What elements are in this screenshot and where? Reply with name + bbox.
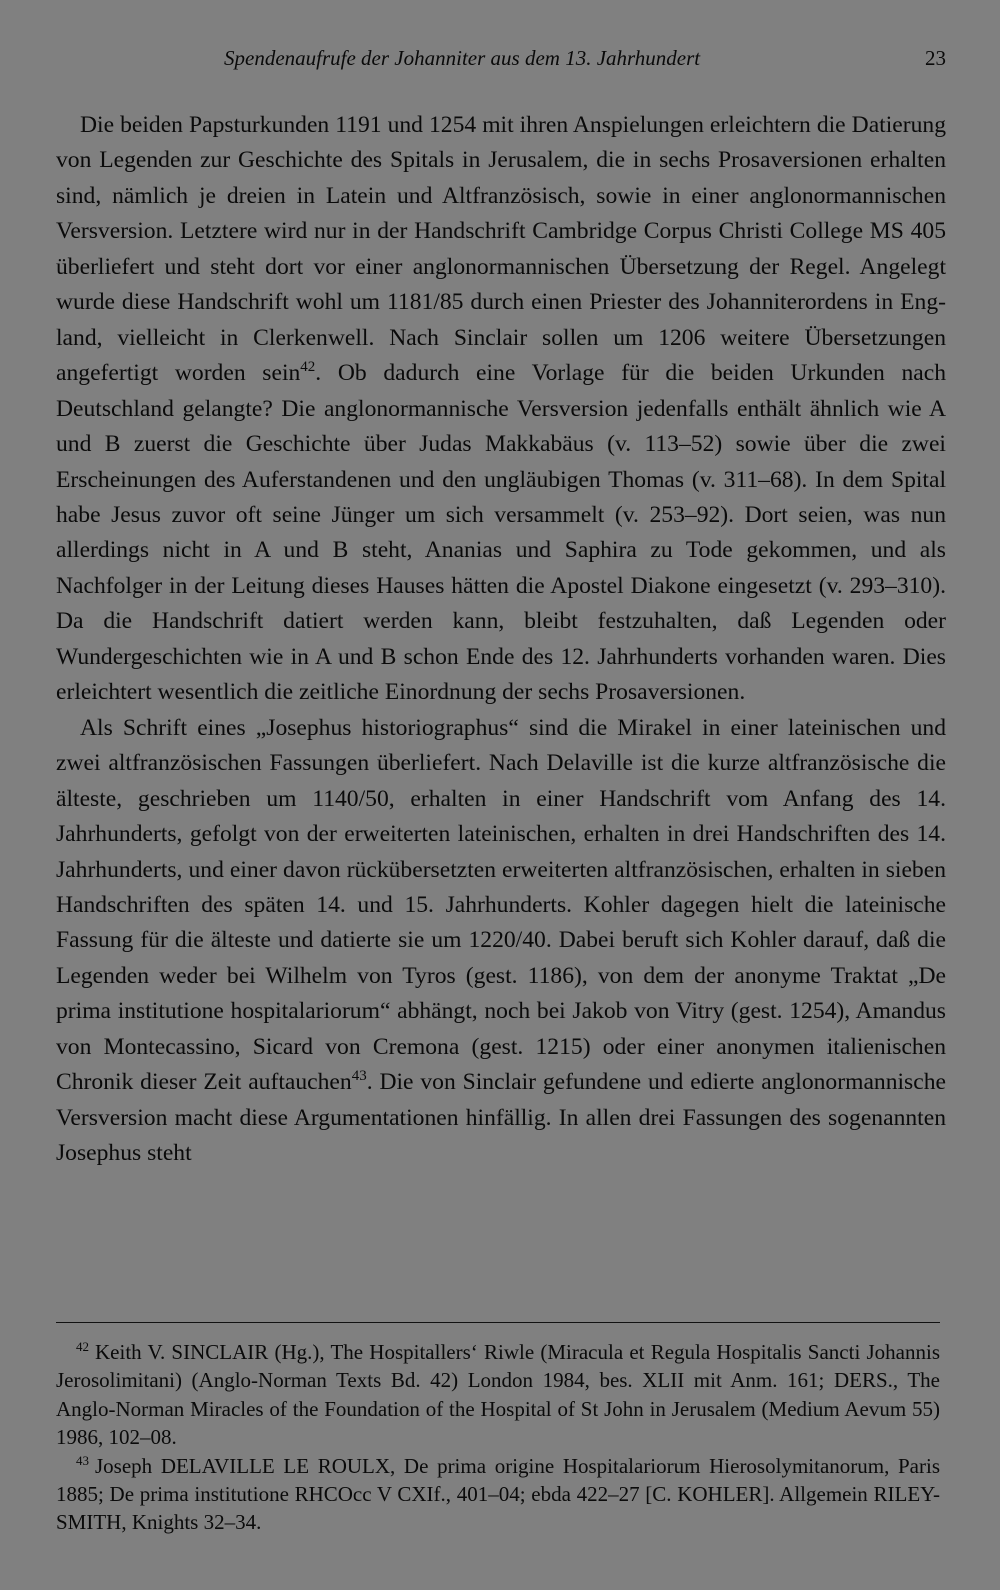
body-text bbox=[56, 108, 946, 1172]
footnote-separator bbox=[56, 1322, 940, 1323]
paragraph-2-text-a: Als Schrift eines „Josephus historiographus“ sind die Mirakel in einer lateinischen und zwei altfranzösischen Fassungen überliefert. Nach Delaville ist die kurze altfranzösische die älteste, geschrieben um 1140/50, erhalten in einer Handschrift vom Anfang des 14. Jahrhunderts, gefolgt von der erweiterten lateinischen, erhalten in drei Handschriften des 14. Jahrhunderts, und einer davon rückübersetzten erweiterten altfranzösischen, erhalten in sieben Handschriften des späten 14. und 15. Jahrhunderts. Kohler dagegen hielt die lateinische Fassung für die älteste und datierte sie um 1220/40. Dabei beruft sich Kohler darauf, daß die Legenden weder bei Wilhelm von Tyros (gest. 1186), von dem der anonyme Traktat „De prima institutione hospitalariorum“ abhängt, noch bei Jakob von Vitry (gest. 1254), Amandus von Montecassino, Sicard von Cremona (gest. 1215) oder einer anonymen italienischen Chronik dieser Zeit auftauchen bbox=[56, 714, 946, 1096]
footnote-43 bbox=[56, 1452, 940, 1537]
paragraph-2 bbox=[56, 711, 946, 1172]
footnote-number: 42 bbox=[76, 1339, 89, 1354]
footnote-42 bbox=[56, 1338, 940, 1452]
footnote-reference-42[interactable]: 42 bbox=[300, 359, 316, 376]
paragraph-1-text-a: Die beiden Papsturkunden 1191 und 1254 mit ihren Anspielungen erleichtern die Datierung von Legenden zur Geschichte des Spitals in Jerusalem, die in sechs Prosaversionen erhalten sind, nämlich je dreien in Latein und Altfranzösisch, sowie in einer anglonormannischen Versversion. Letztere wird nur in der Handschrift Cambridge Corpus Christi College MS 405 überliefert und steht dort vor einer anglonormannischen Übersetzung der Regel. Angelegt wurde diese Handschrift wohl um 1181/85 durch einen Priester des Johanniterordens in England, vielleicht in Clerkenwell. Nach Sinclair sollen um 1206 weitere Übersetzungen angefertigt worden sein bbox=[56, 112, 946, 387]
page-number: 23 bbox=[925, 46, 946, 70]
footnote-number: 43 bbox=[76, 1452, 89, 1468]
paragraph-1-text-b: . Ob dadurch eine Vorlage für die beiden Urkunden nach Deutschland gelangte? Die anglonormannische Versversion jedenfalls enthält ähnlich wie A und B zuerst die Geschichte über Judas Makkabäus (v. 113–52) sowie über die zwei Erscheinungen des Auferstandenen und den ungläubigen Thomas (v. 311–68). In dem Spital habe Jesus zuvor oft seine Jünger um sich versammelt (v. 253–92). Dort seien, was nun allerdings nicht in A und B steht, Ananias und Saphira zu Tode gekommen, und als Nachfolger in der Leitung dieses Hauses hätten die Apostel Diakone eingesetzt (v. 293–310). Da die Handschrift datiert werden kann, bleibt festzuhalten, daß Legenden oder Wundergeschichten wie in A und B schon Ende des 12. Jahrhunderts vorhanden waren. Dies erleichtert wesentlich die zeitliche Einordnung der sechs Prosaversionen. bbox=[56, 360, 946, 706]
paragraph-2-text-b: . Die von Sinclair gefundene und edierte anglonormannische Versversion macht diese Argumentationen hinfällig. In allen drei Fassungen des sogenannten Josephus steht bbox=[56, 1069, 946, 1167]
footnote-reference-43[interactable]: 43 bbox=[351, 1068, 367, 1085]
footnote-text: Keith V. SINCLAIR (Hg.), The Hospitallers‘ Riwle (Miracula et Regula Hospitalis Sancti Johannis Jerosolimitani) (Anglo-Norman Texts Bd. 42) London 1984, bes. XLII mit Anm. 161; DERS., The Anglo-Norman Miracles of the Foundation of the Hospital of St John in Jerusalem (Medium Aevum 55) 1986, 102–08. bbox=[56, 1340, 940, 1450]
running-title: Spendenaufrufe der Johanniter aus dem 13. Jahrhundert bbox=[224, 46, 701, 70]
paragraph-1 bbox=[56, 108, 946, 711]
footnote-text: Joseph DELAVILLE LE ROULX, De prima origine Hospitalariorum Hierosolymitanorum, Paris 1885; De prima institutione RHCOcc V CXIf., 401–04; ebda 422–27 [C. KOHLER]. Allgemein RILEY-SMITH, Knights 32–34. bbox=[56, 1453, 940, 1535]
page-header bbox=[56, 46, 946, 76]
footnotes bbox=[56, 1338, 940, 1537]
